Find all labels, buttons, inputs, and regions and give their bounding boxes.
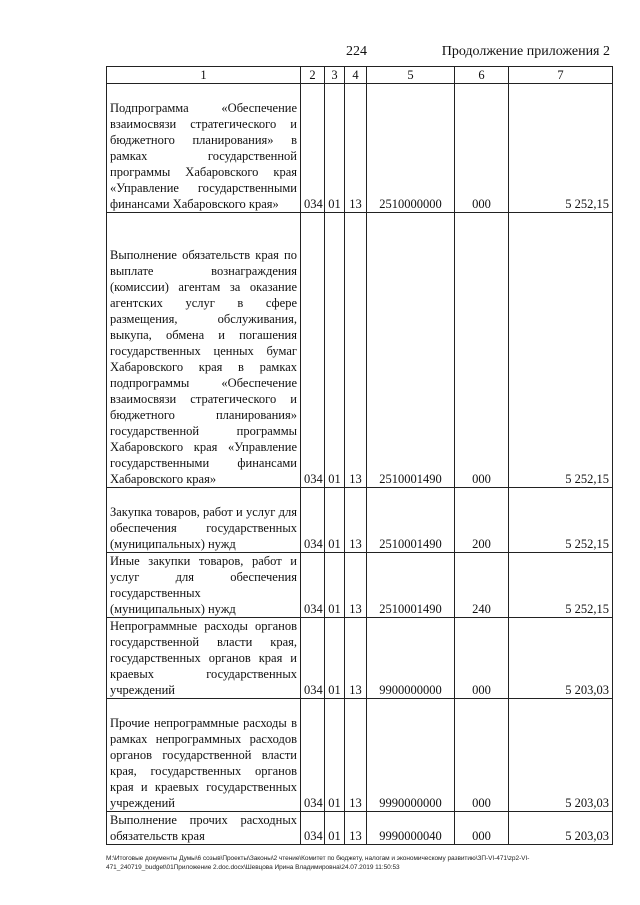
cell-amount: 5 203,03 xyxy=(509,699,613,812)
cell-amount: 5 203,03 xyxy=(509,618,613,699)
column-header: 1 xyxy=(107,67,301,84)
cell-section: 01 xyxy=(325,213,345,488)
column-header: 2 xyxy=(301,67,325,84)
cell-target-article: 9990000000 xyxy=(367,699,455,812)
cell-expense-type: 000 xyxy=(455,699,509,812)
cell-expense-type: 000 xyxy=(455,812,509,845)
cell-expense-type: 240 xyxy=(455,553,509,618)
cell-amount: 5 252,15 xyxy=(509,84,613,213)
table-row xyxy=(107,699,613,812)
cell-target-article: 2510000000 xyxy=(367,84,455,213)
cell-target-article: 2510001490 xyxy=(367,488,455,553)
cell-amount: 5 203,03 xyxy=(509,812,613,845)
column-header: 4 xyxy=(345,67,367,84)
cell-ministry: 034 xyxy=(301,812,325,845)
cell-subsection: 13 xyxy=(345,699,367,812)
cell-amount: 5 252,15 xyxy=(509,553,613,618)
column-header: 6 xyxy=(455,67,509,84)
cell-amount: 5 252,15 xyxy=(509,488,613,553)
column-header: 7 xyxy=(509,67,613,84)
cell-target-article: 2510001490 xyxy=(367,213,455,488)
row-name: Выполнение прочих расходных обязательств края xyxy=(107,812,301,845)
row-name: Прочие непрограммные расходы в рамках непрограммных расходов органов государственной власти края, государственных органов края и краевых государственных учреждений xyxy=(107,699,301,812)
column-header: 3 xyxy=(325,67,345,84)
cell-target-article: 2510001490 xyxy=(367,553,455,618)
column-header: 5 xyxy=(367,67,455,84)
cell-ministry: 034 xyxy=(301,553,325,618)
cell-subsection: 13 xyxy=(345,213,367,488)
cell-ministry: 034 xyxy=(301,84,325,213)
cell-ministry: 034 xyxy=(301,213,325,488)
page-number: 224 xyxy=(346,44,367,59)
row-name: Закупка товаров, работ и услуг для обеспечения государственных (муниципальных) нужд xyxy=(107,488,301,553)
cell-section: 01 xyxy=(325,488,345,553)
column-number-row xyxy=(107,67,613,84)
cell-target-article: 9990000040 xyxy=(367,812,455,845)
cell-expense-type: 000 xyxy=(455,84,509,213)
cell-target-article: 9900000000 xyxy=(367,618,455,699)
cell-subsection: 13 xyxy=(345,618,367,699)
table-row xyxy=(107,618,613,699)
table-row xyxy=(107,553,613,618)
cell-ministry: 034 xyxy=(301,699,325,812)
table-row xyxy=(107,213,613,488)
cell-expense-type: 200 xyxy=(455,488,509,553)
cell-section: 01 xyxy=(325,553,345,618)
row-name: Иные закупки товаров, работ и услуг для обеспечения государственных (муниципальных) нужд xyxy=(107,553,301,618)
row-name: Непрограммные расходы органов государственной власти края, государственных органов края и краевых государственных учреждений xyxy=(107,618,301,699)
table-row xyxy=(107,488,613,553)
cell-ministry: 034 xyxy=(301,488,325,553)
cell-subsection: 13 xyxy=(345,553,367,618)
cell-ministry: 034 xyxy=(301,618,325,699)
cell-section: 01 xyxy=(325,84,345,213)
cell-section: 01 xyxy=(325,699,345,812)
budget-table xyxy=(106,66,613,845)
row-name: Подпрограмма «Обеспечение взаимосвязи стратегического и бюджетного планирования» в рамках государственной программы Хабаровского края «Управление государственными финансами Хабаровского края» xyxy=(107,84,301,213)
footer-file-path: M:\Итоговые документы Думы\6 созыв\Проекты\Законы\2 чтение\Комитет по бюджету, налогам и экономическому развитию\ЗП-VI-471\zp2-VI-471_240719_budget\01Приложение 2.doc.docx\Шевцова Ирина Владимировна\24.07.2019 11:50:53 xyxy=(106,855,530,871)
cell-section: 01 xyxy=(325,618,345,699)
cell-subsection: 13 xyxy=(345,812,367,845)
row-name: Выполнение обязательств края по выплате вознаграждения (комиссии) агентам за оказание агентских услуг в сфере размещения, обслуживания, выкупа, обмена и погашения государственных ценных бумаг Хабаровского края в рамках подпрограммы «Обеспечение взаимосвязи стратегического и бюджетного планирования» государственной программы Хабаровского края «Управление государственными финансами Хабаровского края» xyxy=(107,213,301,488)
cell-expense-type: 000 xyxy=(455,618,509,699)
cell-subsection: 13 xyxy=(345,84,367,213)
table-row xyxy=(107,812,613,845)
cell-section: 01 xyxy=(325,812,345,845)
cell-subsection: 13 xyxy=(345,488,367,553)
cell-amount: 5 252,15 xyxy=(509,213,613,488)
continuation-label: Продолжение приложения 2 xyxy=(441,44,610,59)
table-row xyxy=(107,84,613,213)
cell-expense-type: 000 xyxy=(455,213,509,488)
